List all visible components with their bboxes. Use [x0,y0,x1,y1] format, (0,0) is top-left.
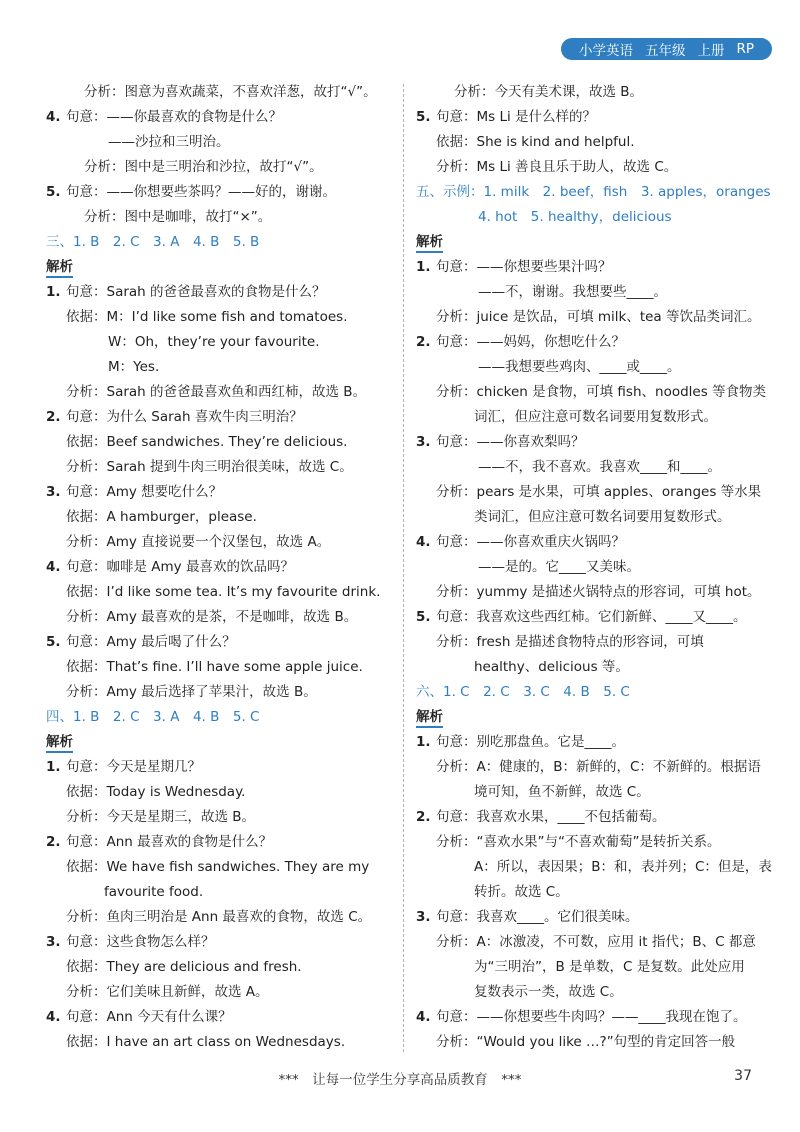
line-text: 句意：——你想要些果汁吗？ [436,259,612,275]
item-number: 4. [46,559,61,575]
line-text: 六、1. C 2. C 3. C 4. B 5. C [416,684,630,700]
line-text: 分析：juice 是饮品，可填 milk、tea 等饮品类词汇。 [436,309,761,325]
left-column [46,80,396,1055]
text-line [46,555,396,580]
text-line [46,505,396,530]
text-line [46,330,396,355]
line-text: 句意：这些食物怎么样？ [66,934,215,950]
line-text: 分析：pears 是水果，可填 apples、oranges 等水果 [436,484,762,500]
line-text: 依据：M：I’d like some fish and tomatoes. [66,309,348,325]
text-line [46,630,396,655]
line-text: 分析：图意为喜欢蔬菜，不喜欢洋葱，故打“√”。 [84,84,377,100]
line-text: 分析：图中是三明治和沙拉，故打“√”。 [84,159,323,175]
line-text: 分析：chicken 是食物，可填 fish、noodles 等食物类 [436,384,767,400]
line-text: 五、示例：1. milk 2. beef，fish 3. apples，oranges [416,184,771,200]
text-line [416,730,756,755]
text-line [416,930,756,955]
item-number: 1. [416,734,431,750]
text-line [46,480,396,505]
text-line [416,155,756,180]
item-number: 4. [46,109,61,125]
text-line [46,955,396,980]
item-number: 3. [416,434,431,450]
line-text: 句意：Amy 想要吃什么？ [66,484,223,500]
line-text: 句意：Ann 最喜欢的食物是什么？ [66,834,273,850]
text-line [416,830,756,855]
analysis-heading [46,255,396,280]
line-text: 4. hot 5. healthy，delicious [478,209,672,225]
line-text: 句意：咖啡是 Amy 最喜欢的饮品吗？ [66,559,294,575]
line-text: 句意：——你想要些茶吗？——好的，谢谢。 [66,184,336,200]
item-number: 4. [46,1009,61,1025]
item-number: 5. [416,609,431,625]
line-text: 类词汇，但应注意可数名词要用复数形式。 [474,509,731,525]
line-text: 解析 [46,259,73,278]
line-text: 分析：yummy 是描述火锅特点的形容词，可填 hot。 [436,584,761,600]
text-line [416,355,756,380]
answer-key-line [416,180,771,205]
line-text: 依据：Beef sandwiches. They’re delicious. [66,434,348,450]
item-number: 1. [46,759,61,775]
line-text: 解析 [416,234,443,253]
analysis-heading [46,730,396,755]
page-number: 37 [734,1068,752,1084]
line-text: 句意：Amy 最后喝了什么？ [66,634,236,650]
text-line [416,430,756,455]
text-line [416,480,762,505]
line-text: 分析：Amy 最喜欢的是茶，不是咖啡，故选 B。 [66,609,358,625]
line-text: 依据：She is kind and helpful. [436,134,635,150]
line-text: 分析：Amy 直接说要一个汉堡包，故选 A。 [66,534,331,550]
text-line [416,880,756,905]
text-line [46,380,396,405]
text-line [46,355,396,380]
text-line [46,855,396,880]
line-text: 依据：They are delicious and fresh. [66,959,302,975]
line-text: 词汇，但应注意可数名词要用复数形式。 [474,409,717,425]
text-line [416,280,756,305]
text-line [46,405,396,430]
line-text: M：Yes. [108,359,160,375]
line-text: A：所以，表因果；B：和，表并列；C：但是，表 [474,859,772,875]
edition-label: RP [736,41,754,57]
item-number: 5. [46,634,61,650]
line-text: 依据：I have an art class on Wednesdays. [66,1034,346,1050]
text-line [416,105,756,130]
answer-key-line [416,205,756,230]
line-text: ——不，谢谢。我想要些____。 [478,284,667,300]
line-text: healthy、delicious 等。 [474,659,629,675]
text-line [46,980,396,1005]
line-text: 句意：我喜欢水果，____不包括葡萄。 [436,809,666,825]
line-text: 解析 [46,734,73,753]
line-text: 句意：别吃那盘鱼。它是____。 [436,734,625,750]
line-text: 依据：Today is Wednesday. [66,784,246,800]
text-line [46,180,396,205]
text-line [46,155,396,180]
text-line [416,1030,756,1055]
text-line [416,530,756,555]
text-line [46,430,396,455]
line-text: favourite food. [104,884,204,900]
line-text: 四、1. B 2. C 3. A 4. B 5. C [46,709,260,725]
line-text: 分析：“喜欢水果”与“不喜欢葡萄”是转折关系。 [436,834,721,850]
text-line [416,630,756,655]
volume-label: 上册 [697,43,725,59]
text-line [46,680,396,705]
text-line [416,780,756,805]
text-line [416,1005,756,1030]
text-line [416,580,761,605]
line-text: 句意：我喜欢这些西红柿。它们新鲜、____又____。 [436,609,747,625]
text-line [46,930,396,955]
item-number: 2. [46,834,61,850]
line-text: 分析：Sarah 提到牛肉三明治很美味，故选 C。 [66,459,353,475]
text-line [416,80,756,105]
line-text: 分析：鱼肉三明治是 Ann 最喜欢的食物，故选 C。 [66,909,372,925]
line-text: 分析：Ms Li 善良且乐于助人，故选 C。 [436,159,678,175]
line-text: 句意：——你喜欢重庆火锅吗？ [436,534,625,550]
text-line [46,1005,396,1030]
line-text: 句意：——你想要些牛肉吗？——____我现在饱了。 [436,1009,747,1025]
text-line [46,605,396,630]
text-line [416,455,756,480]
line-text: 句意：Ms Li 是什么样的？ [436,109,597,125]
line-text: 句意：为什么 Sarah 喜欢牛肉三明治？ [66,409,303,425]
line-text: 依据：A hamburger，please. [66,509,257,525]
column-divider [403,84,404,1052]
header-badge [561,38,772,60]
line-text: ——沙拉和三明治。 [108,134,230,150]
text-line [416,805,756,830]
text-line [416,755,761,780]
line-text: 分析：fresh 是描述食物特点的形容词，可填 [436,634,704,650]
answer-key-line [46,230,396,255]
item-number: 2. [416,334,431,350]
text-line [46,455,396,480]
line-text: 分析：Amy 最后选择了苹果汁，故选 B。 [66,684,317,700]
line-text: 句意：今天是星期几？ [66,759,201,775]
text-line [46,130,396,155]
line-text: 分析：“Would you like …?”句型的肯定回答一般 [436,1034,736,1050]
item-number: 4. [416,534,431,550]
line-text: 分析：A：冰激凌，不可数，应用 it 指代；B、C 都意 [436,934,756,950]
line-text: 句意：——妈妈，你想吃什么？ [436,334,625,350]
text-line [46,580,396,605]
line-text: 分析：A：健康的，B：新鲜的，C：不新鲜的。根据语 [436,759,761,775]
text-line [416,555,756,580]
line-text: ——是的。它____又美味。 [478,559,640,575]
item-number: 3. [46,484,61,500]
line-text: 分析：Sarah 的爸爸最喜欢鱼和西红柿，故选 B。 [66,384,367,400]
right-column [416,80,772,1055]
text-line [416,955,756,980]
line-text: 分析：今天是星期三，故选 B。 [66,809,256,825]
text-line [46,905,396,930]
analysis-heading [416,705,756,730]
text-line [416,605,756,630]
text-line [416,855,772,880]
line-text: 依据：That’s fine. I’ll have some apple juice. [66,659,363,675]
text-line [416,905,756,930]
text-line [416,330,756,355]
line-text: 句意：——你喜欢梨吗？ [436,434,585,450]
text-line [46,655,396,680]
item-number: 5. [46,184,61,200]
text-line [46,105,396,130]
footer-slogan: *** 让每一位学生分享高品质教育 *** [278,1072,522,1088]
text-line [46,280,396,305]
text-line [416,130,756,155]
line-text: 三、1. B 2. C 3. A 4. B 5. B [46,234,260,250]
line-text: 为“三明治”，B 是单数，C 是复数。此处应用 [474,959,745,975]
text-line [416,305,761,330]
answer-key-line [416,680,756,705]
line-text: 依据：I’d like some tea. It’s my favourite drink. [66,584,381,600]
line-text: W：Oh，they’re your favourite. [108,334,320,350]
line-text: ——不，我不喜欢。我喜欢____和____。 [478,459,721,475]
line-text: 分析：今天有美术课，故选 B。 [454,84,644,100]
line-text: 解析 [416,709,443,728]
grade-label: 五年级 [644,43,686,59]
analysis-heading [416,230,756,255]
line-text: 句意：Ann 今天有什么课？ [66,1009,232,1025]
line-text: 依据：We have fish sandwiches. They are my [66,859,370,875]
item-number: 3. [416,909,431,925]
line-text: 句意：——你最喜欢的食物是什么？ [66,109,282,125]
text-line [46,205,396,230]
text-line [46,805,396,830]
line-text: 分析：它们美味且新鲜，故选 A。 [66,984,269,1000]
item-number: 5. [416,109,431,125]
text-line [416,505,756,530]
item-number: 2. [416,809,431,825]
item-number: 1. [416,259,431,275]
text-line [46,830,396,855]
text-line [46,755,396,780]
text-line [46,80,396,105]
text-line [416,980,756,1005]
text-line [416,655,756,680]
subject-label: 小学英语 [578,43,633,59]
item-number: 1. [46,284,61,300]
text-line [46,780,396,805]
line-text: 句意：Sarah 的爸爸最喜欢的食物是什么？ [66,284,326,300]
text-line [46,1030,396,1055]
text-line [416,380,767,405]
text-line [46,305,396,330]
text-line [416,255,756,280]
line-text: 转折。故选 C。 [474,884,569,900]
item-number: 2. [46,409,61,425]
line-text: 境可知，鱼不新鲜，故选 C。 [474,784,650,800]
text-line [46,530,396,555]
item-number: 4. [416,1009,431,1025]
item-number: 3. [46,934,61,950]
text-line [46,880,396,905]
line-text: ——我想要些鸡肉、____或____。 [478,359,681,375]
text-line [416,405,756,430]
line-text: 复数表示一类，故选 C。 [474,984,623,1000]
line-text: 分析：图中是咖啡，故打“×”。 [84,209,272,225]
answer-key-line [46,705,396,730]
line-text: 句意：我喜欢____。它们很美味。 [436,909,639,925]
